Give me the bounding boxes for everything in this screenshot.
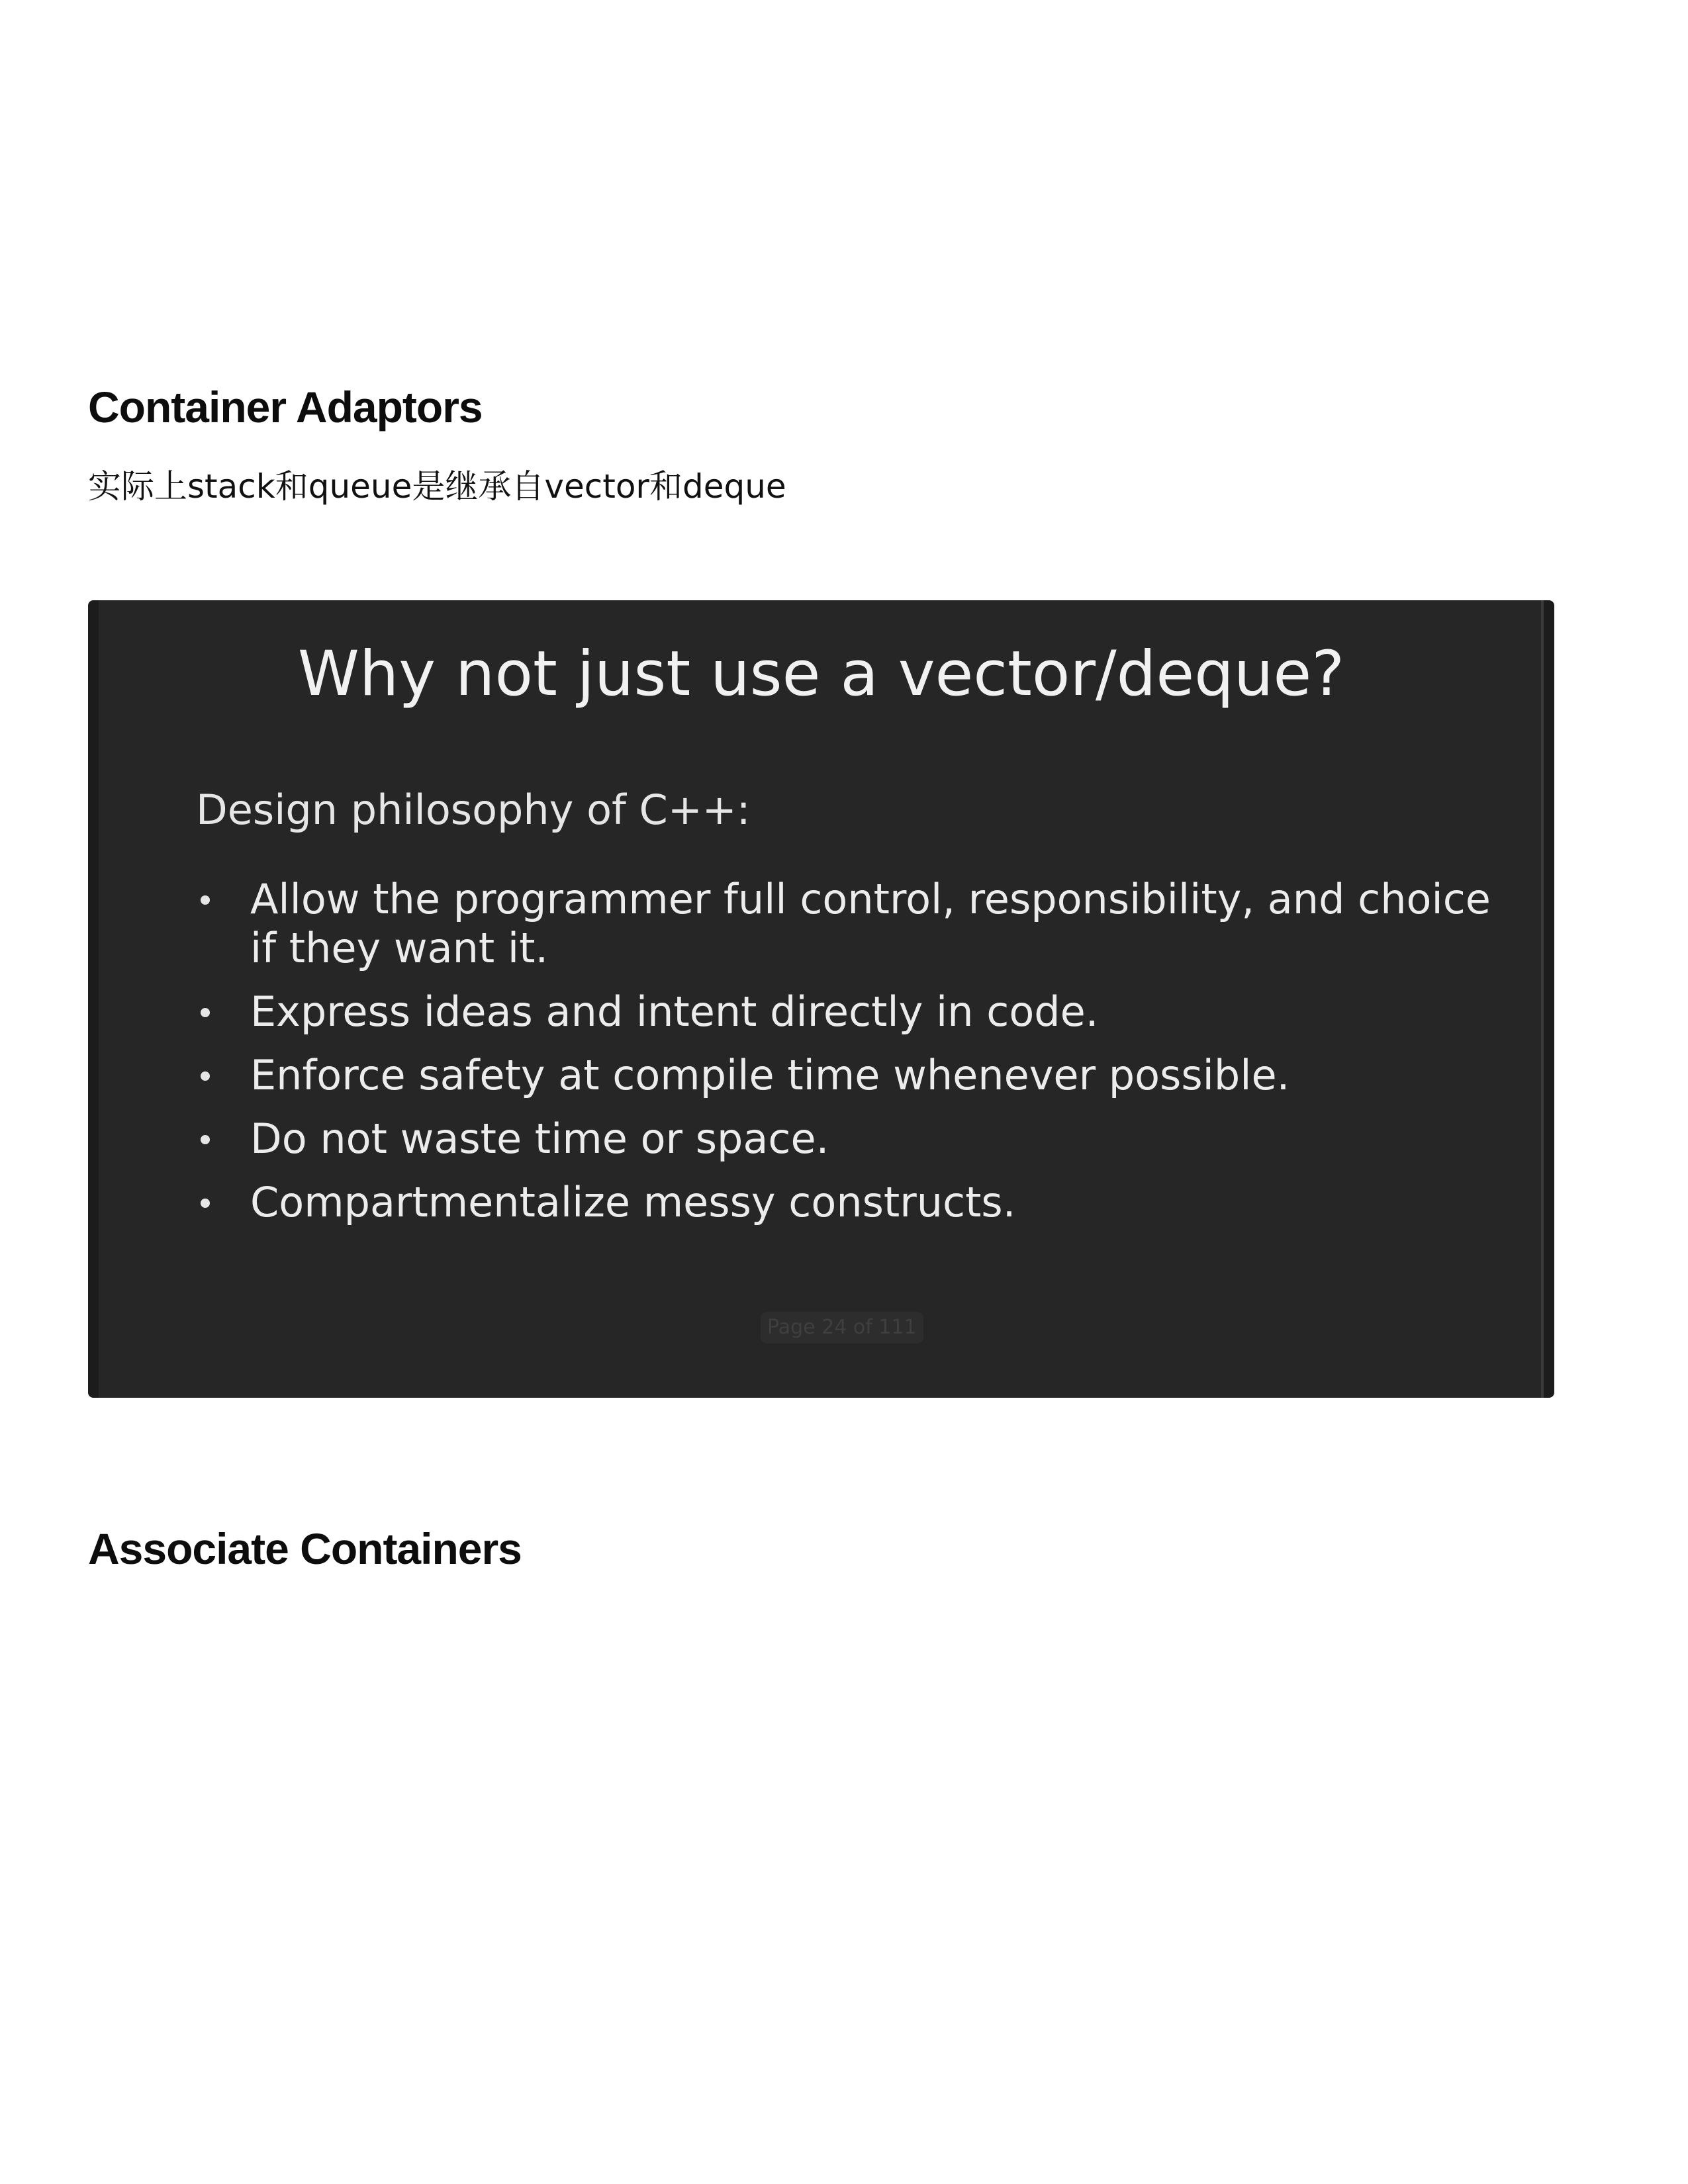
slide-bullet-text: Enforce safety at compile time whenever possible. <box>250 1051 1290 1099</box>
slide-bullet-text: Compartmentalize messy constructs. <box>250 1178 1016 1226</box>
section-heading-container-adaptors: Container Adaptors <box>88 383 483 432</box>
slide-bullet-text: Allow the programmer full control, responsibility, and choice if they want it. <box>250 875 1491 972</box>
bullet-dot-icon <box>201 1135 210 1144</box>
slide-bullet <box>196 1051 1500 1100</box>
slide-subtitle: Design philosophy of C++: <box>196 786 751 834</box>
section-heading-associate-containers: Associate Containers <box>88 1524 522 1573</box>
bullet-dot-icon <box>201 895 210 905</box>
slide-bullet <box>196 1178 1500 1227</box>
slide-bullet <box>196 1115 1500 1163</box>
slide-bullet <box>196 987 1500 1036</box>
bullet-dot-icon <box>201 1199 210 1208</box>
bullet-dot-icon <box>201 1071 210 1081</box>
section-note: 实际上stack和queue是继承自vector和deque <box>88 467 786 506</box>
slide-bullet-list <box>196 875 1500 1242</box>
slide-page-indicator: Page 24 of 111 <box>761 1312 923 1343</box>
slide-screenshot <box>88 600 1554 1398</box>
slide-frame <box>99 600 1544 1398</box>
bullet-dot-icon <box>201 1008 210 1017</box>
slide-bullet-text: Express ideas and intent directly in code. <box>250 987 1099 1036</box>
slide-bullet <box>196 875 1500 973</box>
slide-bullet-text: Do not waste time or space. <box>250 1115 829 1163</box>
slide-title: Why not just use a vector/deque? <box>297 638 1345 710</box>
